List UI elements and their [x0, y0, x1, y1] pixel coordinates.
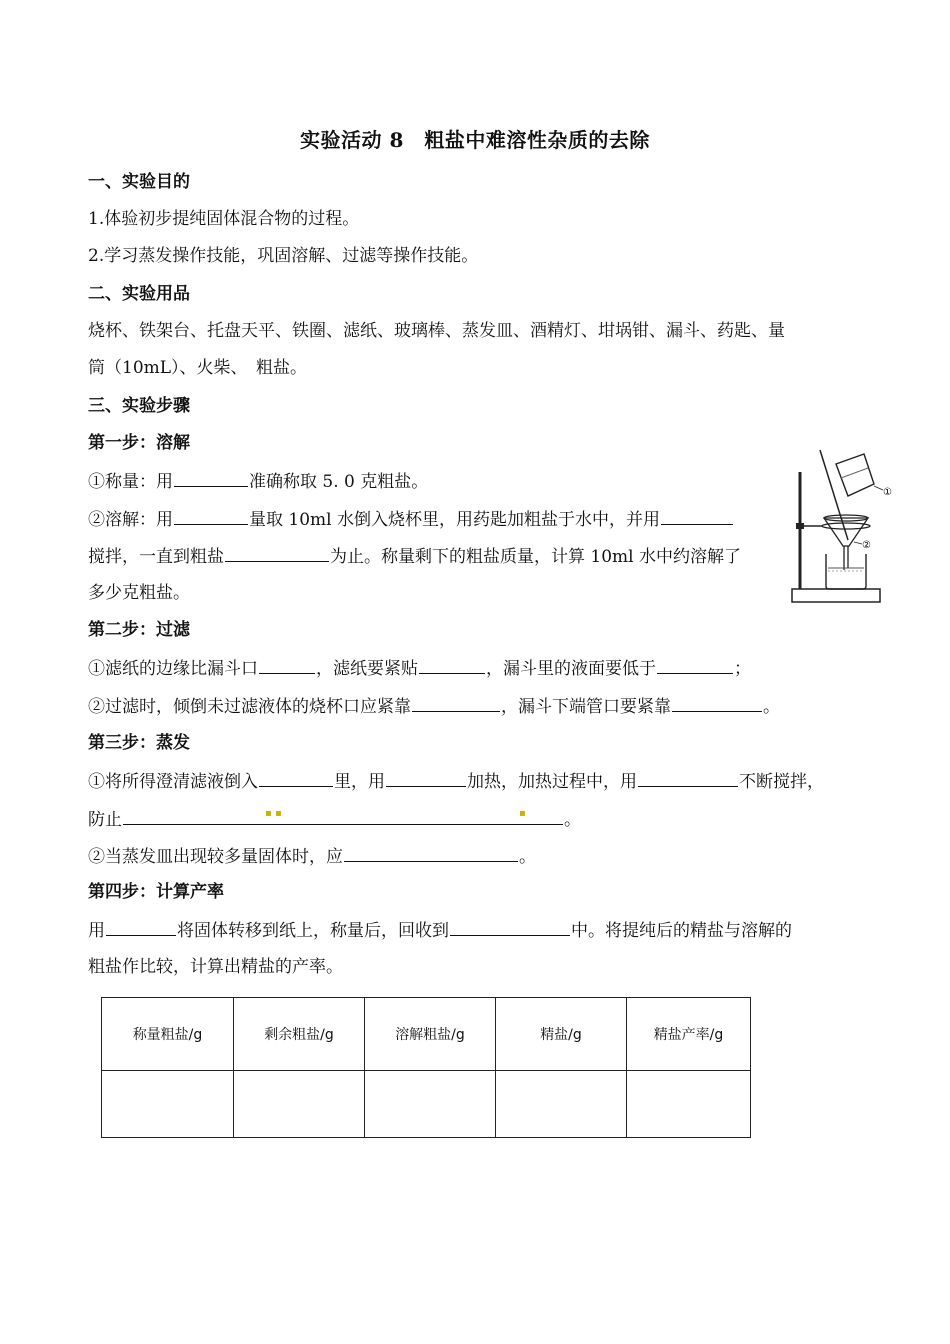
step1-dissolve-text-b: 量取 10ml 水倒入烧杯里，用药匙加粗盐于水中，并用	[249, 510, 660, 530]
step3-heading: 第三步：蒸发	[88, 733, 190, 753]
stand-base	[792, 589, 880, 602]
step2-heading: 第二步：过滤	[88, 620, 190, 640]
step3-l1-text-d: 不断搅拌，	[739, 772, 824, 792]
pouring-beaker-liquid	[841, 468, 868, 478]
step2-l1-text-d: ；	[734, 659, 751, 679]
step1-weigh-text-a: ①称量：用	[88, 472, 173, 492]
section-steps-heading: 三、实验步骤	[88, 396, 190, 416]
step3-l3-text-b: 。	[519, 847, 536, 867]
blank-recovery-container[interactable]	[450, 917, 570, 936]
blank-weigh-tool[interactable]	[174, 468, 248, 487]
blank-liquid-level[interactable]	[657, 655, 733, 674]
stand-clamp-boss	[796, 523, 804, 529]
results-table	[101, 997, 751, 1138]
step2-l2-text-b: ，漏斗下端管口要紧靠	[501, 697, 671, 717]
blank-paper-edge[interactable]	[259, 655, 315, 674]
step1-heading: 第一步：溶解	[88, 433, 190, 453]
step4-compare-line: 粗盐作比较，计算出精盐的产率。	[88, 957, 343, 977]
step1-stir-line	[88, 543, 741, 569]
header-crude-salt-weighed: 称量粗盐/g	[102, 998, 234, 1071]
blank-evaporating-vessel[interactable]	[259, 768, 333, 787]
step1-stir-text-a: 搅拌，一直到粗盐	[88, 547, 224, 567]
blank-paper-fit[interactable]	[419, 655, 485, 674]
header-crude-salt-dissolved: 溶解粗盐/g	[365, 998, 496, 1071]
stray-mark-2: ▪	[519, 808, 526, 819]
step3-l1-text-c: 加热，加热过程中，用	[467, 772, 637, 792]
results-entry-row	[102, 1071, 751, 1138]
cell-refined-salt[interactable]	[496, 1071, 627, 1138]
step1-weigh-text-b: 准确称取 5. 0 克粗盐。	[249, 472, 429, 492]
step1-calc-line: 多少克粗盐。	[88, 583, 190, 603]
blank-beaker-lip[interactable]	[412, 693, 500, 712]
cell-refined-salt-yield[interactable]	[627, 1071, 751, 1138]
step4-l1-text-b: 将固体转移到纸上，称量后，回收到	[177, 921, 449, 941]
cell-crude-salt-remaining[interactable]	[234, 1071, 365, 1138]
step3-l2-text-b: 。	[564, 810, 581, 830]
pouring-beaker	[836, 454, 874, 496]
blank-heat-source[interactable]	[386, 768, 466, 787]
glass-rod	[820, 450, 848, 540]
step1-stir-text-b: 为止。称量剩下的粗盐质量，计算 10ml 水中约溶解了	[330, 547, 741, 567]
stray-mark-1: ▪ ▪	[265, 808, 282, 819]
blank-dissolve-endpoint[interactable]	[225, 543, 329, 562]
step2-l1-text-a: ①滤纸的边缘比漏斗口	[88, 659, 258, 679]
step4-heading: 第四步：计算产率	[88, 882, 224, 902]
materials-line-2: 筒（10mL）、火柴、 粗盐。	[88, 358, 308, 378]
materials-line-1: 烧杯、铁架台、托盘天平、铁圈、滤纸、玻璃棒、蒸发皿、酒精灯、坩埚钳、漏斗、药匙、量	[88, 321, 785, 341]
step4-l1-text-c: 中。将提纯后的精盐与溶解的	[571, 921, 792, 941]
step2-l2-text-a: ②过滤时，倾倒未过滤液体的烧杯口应紧靠	[88, 697, 411, 717]
header-crude-salt-remaining: 剩余粗盐/g	[234, 998, 365, 1071]
blank-measure-tool[interactable]	[174, 506, 248, 525]
label-1-leader	[874, 486, 883, 490]
blank-stirring-tool[interactable]	[638, 768, 738, 787]
step4-l1-text-a: 用	[88, 921, 105, 941]
step3-l1-text-a: ①将所得澄清滤液倒入	[88, 772, 258, 792]
blank-stir-tool[interactable]	[661, 506, 733, 525]
page-title: 实验活动 8 粗盐中难溶性杂质的去除	[300, 128, 650, 152]
step1-dissolve-text-a: ②溶解：用	[88, 510, 173, 530]
label-2-leader	[854, 542, 862, 544]
step2-pouring-line	[88, 693, 780, 719]
blank-stop-heating[interactable]	[344, 843, 518, 862]
cell-crude-salt-weighed[interactable]	[102, 1071, 234, 1138]
section-materials-heading: 二、实验用品	[88, 284, 190, 304]
purpose-item-2: 2.学习蒸发操作技能，巩固溶解、过滤等操作技能。	[88, 246, 479, 266]
header-refined-salt: 精盐/g	[496, 998, 627, 1071]
blank-transfer-tool[interactable]	[106, 917, 176, 936]
header-refined-salt-yield: 精盐产率/g	[627, 998, 751, 1071]
blank-prevent-reason[interactable]	[123, 806, 563, 825]
figure-label-2: ②	[862, 540, 871, 551]
step2-l2-text-c: 。	[763, 697, 780, 717]
receiving-beaker	[826, 554, 866, 589]
cell-crude-salt-dissolved[interactable]	[365, 1071, 496, 1138]
results-header-row	[102, 998, 751, 1071]
step3-prevent-line	[88, 806, 581, 832]
purpose-item-1: 1.体验初步提纯固体混合物的过程。	[88, 209, 360, 229]
blank-funnel-tip[interactable]	[672, 693, 762, 712]
step2-filter-paper-line	[88, 655, 751, 681]
step3-stop-heat-line	[88, 843, 536, 869]
step1-weigh-line	[88, 468, 428, 494]
step3-evaporate-line	[88, 768, 824, 794]
figure-label-1: ①	[883, 487, 892, 498]
step2-l1-text-c: ，漏斗里的液面要低于	[486, 659, 656, 679]
step4-transfer-line	[88, 917, 792, 943]
step3-l1-text-b: 里，用	[334, 772, 385, 792]
step1-dissolve-line	[88, 506, 734, 532]
filtration-apparatus-figure	[786, 446, 910, 610]
step3-l3-text-a: ②当蒸发皿出现较多量固体时，应	[88, 847, 343, 867]
step3-l2-text-a: 防止	[88, 810, 122, 830]
step2-l1-text-b: ，滤纸要紧贴	[316, 659, 418, 679]
section-purpose-heading: 一、实验目的	[88, 172, 190, 192]
